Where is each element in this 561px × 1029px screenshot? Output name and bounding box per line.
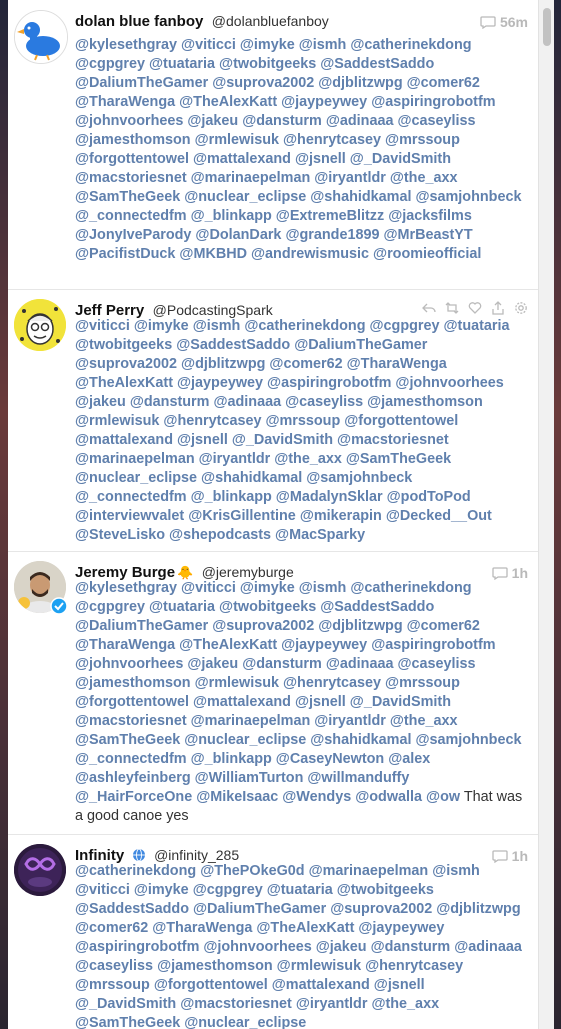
mention-link[interactable]: @the_axx [274,451,342,467]
mention-link[interactable]: @nuclear_eclipse [184,1015,307,1029]
mention-link[interactable]: @mikerapin [299,508,382,524]
mention-link[interactable]: @kylesethgray [75,580,178,596]
mention-link[interactable]: @adinaaa [213,394,282,410]
mention-link[interactable]: @odwalla [355,789,423,805]
mention-link[interactable]: @nuclear_eclipse [75,470,198,486]
mention-link[interactable]: @podToPod [386,489,471,505]
mention-link[interactable]: @TharaWenga [75,94,176,110]
mention-link[interactable]: @SaddestSaddo [320,56,435,72]
mention-link[interactable]: @rmlewisuk [194,675,280,691]
avatar[interactable] [14,844,66,896]
mention-link[interactable]: @alex [388,751,431,767]
mention-link[interactable]: @viticci [75,318,130,334]
mention-link[interactable]: @johnvoorhees [203,939,312,955]
mention-link[interactable]: @djblitzwpg [181,356,266,372]
mention-link[interactable]: @MadalynSklar [275,489,383,505]
user-handle[interactable]: @PodcastingSpark [152,302,273,318]
tweet-text [75,862,526,1029]
mention-link[interactable]: @_blinkapp [190,489,272,505]
mention-link[interactable]: @SaddestSaddo [320,599,435,615]
mention-link[interactable]: @samjohnbeck [415,732,522,748]
mention-link[interactable]: @cgpgrey [75,56,146,72]
mention-link[interactable]: @johnvoorhees [395,375,504,391]
mention-link[interactable]: @dansturm [129,394,210,410]
mention-link[interactable]: @macstoriesnet [75,713,187,729]
mention-link[interactable]: @macstoriesnet [180,996,292,1012]
display-name[interactable]: Infinity [75,847,125,864]
mention-link[interactable]: @_connectedfm [75,208,187,224]
mention-link[interactable]: @aspiringrobotfm [371,94,496,110]
mention-link[interactable]: @iryantldr [314,170,386,186]
mention-link[interactable]: @comer62 [406,75,480,91]
mention-link[interactable]: @jaypeywey [281,637,368,653]
mention-link[interactable]: @samjohnbeck [306,470,413,486]
mention-link[interactable]: @rmlewisuk [75,413,160,429]
mention-link[interactable]: @comer62 [269,356,343,372]
mention-link[interactable]: @jsnell [294,694,346,710]
mention-link[interactable]: @shepodcasts [169,527,272,543]
mention-link[interactable]: @the_axx [389,713,458,729]
mention-link[interactable]: @jakeu [187,113,239,129]
mention-link[interactable]: @ExtremeBlitzz [275,208,385,224]
mention-link[interactable]: @mrssoup [385,132,460,148]
mention-link[interactable]: @WilliamTurton [194,770,304,786]
mention-link[interactable]: @twobitgeeks [219,56,317,72]
mention-link[interactable]: @SamTheGeek [75,189,181,205]
mention-link[interactable]: @iryantldr [198,451,271,467]
mention-link[interactable]: @interviewvalet [75,508,185,524]
mention-link[interactable]: @CaseyNewton [275,751,385,767]
mention-link[interactable]: @suprova2002 [212,618,315,634]
mention-link[interactable]: @forgottentowel [153,977,268,993]
mention-link[interactable]: @ismh [298,580,347,596]
mention-link[interactable]: @macstoriesnet [75,170,187,186]
mention-link[interactable]: @tuataria [266,882,333,898]
mention-link[interactable]: @the_axx [389,170,458,186]
mention-link[interactable]: @aspiringrobotfm [371,637,496,653]
mention-link[interactable]: @MKBHD [179,246,248,262]
mention-link[interactable]: @_connectedfm [75,489,187,505]
mention-link[interactable]: @KrisGillentine [188,508,296,524]
mention-link[interactable]: @comer62 [75,920,149,936]
mention-link[interactable]: @aspiringrobotfm [75,939,200,955]
mention-link[interactable]: @MikeIsaac [196,789,279,805]
mention-link[interactable]: @rmlewisuk [276,958,362,974]
mention-link[interactable]: @shahidkamal [310,189,412,205]
mention-link[interactable]: @ismh [192,318,241,334]
avatar[interactable] [14,299,66,351]
mention-link[interactable]: @grande1899 [285,227,380,243]
chick-emoji: 🐥 [177,565,194,580]
mention-link[interactable]: @johnvoorhees [75,656,184,672]
mention-link[interactable]: @jsnell [294,151,346,167]
mention-link[interactable]: @comer62 [406,618,480,634]
mention-link[interactable]: @adinaaa [454,939,522,955]
mention-link[interactable]: @adinaaa [325,656,394,672]
mention-link[interactable]: @mattalexand [271,977,370,993]
user-handle[interactable]: @jeremyburge [201,564,294,580]
mention-link[interactable]: @_blinkapp [190,208,272,224]
mention-link[interactable]: @forgottentowel [344,413,459,429]
mention-link[interactable]: @samjohnbeck [415,189,522,205]
mention-link[interactable]: @TharaWenga [75,637,176,653]
mention-link[interactable]: @jacksfilms [388,208,472,224]
timestamp[interactable]: 56m [499,14,528,30]
mention-link[interactable]: @_blinkapp [190,751,272,767]
tweet-text [75,317,526,545]
mention-link[interactable]: @_DavidSmith [75,996,177,1012]
mention-link[interactable]: @marinaepelman [75,451,195,467]
mention-link[interactable]: @DaliumTheGamer [294,337,428,353]
mention-link[interactable]: @jamesthomson [367,394,483,410]
mention-link[interactable]: @DaliumTheGamer [75,618,209,634]
mention-link[interactable]: @djblitzwpg [318,618,403,634]
mention-link[interactable]: @caseyliss [75,958,154,974]
mention-link[interactable]: @_connectedfm [75,751,187,767]
mention-link[interactable]: @twobitgeeks [75,337,173,353]
mention-link[interactable]: @henrytcasey [365,958,464,974]
mention-link[interactable]: @twobitgeeks [336,882,434,898]
mention-link[interactable]: @jamesthomson [75,132,191,148]
mention-link[interactable]: @DaliumTheGamer [193,901,327,917]
mention-link[interactable]: @ThePOkeG0d [200,863,305,879]
mention-link[interactable]: @caseyliss [397,656,476,672]
mention-link[interactable]: @imyke [239,37,295,53]
mention-link[interactable]: @SamTheGeek [75,732,181,748]
mention-link[interactable]: @TheAlexKatt [179,94,278,110]
mention-link[interactable]: @Wendys [282,789,352,805]
tweet[interactable] [8,551,538,835]
timestamp[interactable]: 1h [511,565,528,581]
mention-link[interactable]: @macstoriesnet [337,432,449,448]
mention-link[interactable]: @iryantldr [314,713,386,729]
mention-link[interactable]: @kylesethgray [75,37,178,53]
mention-link[interactable]: @cgpgrey [192,882,263,898]
mention-link[interactable]: @mattalexand [75,432,174,448]
mention-link[interactable]: @twobitgeeks [219,599,317,615]
mention-link[interactable]: @nuclear_eclipse [184,189,307,205]
mention-link[interactable]: @henrytcasey [163,413,262,429]
mention-link[interactable]: @tuataria [149,56,216,72]
mention-link[interactable]: @johnvoorhees [75,113,184,129]
mention-link[interactable]: @imyke [239,580,295,596]
user-handle[interactable]: @infinity_285 [154,847,240,863]
mention-link[interactable]: @TheAlexKatt [179,637,278,653]
mention-link[interactable]: @forgottentowel [75,151,189,167]
mention-link[interactable]: @PacifistDuck [75,246,176,262]
retweet-icon[interactable] [445,301,459,315]
mention-link[interactable]: @suprova2002 [330,901,433,917]
mention-link[interactable]: @jakeu [315,939,367,955]
mention-link[interactable]: @SamTheGeek [345,451,452,467]
mention-link[interactable]: @viticci [181,37,236,53]
tweet-actions [422,301,528,315]
mention-link[interactable]: @adinaaa [325,113,394,129]
mention-link[interactable]: @SteveLisko [75,527,166,543]
desktop-background-left [0,0,8,1029]
tweet-text [75,36,526,264]
mention-link[interactable]: @shahidkamal [310,732,412,748]
tweet-message: That was a good canoe yes [75,789,523,824]
mention-link[interactable]: @DaliumTheGamer [75,75,209,91]
mention-link[interactable]: @caseyliss [397,113,476,129]
mention-link[interactable]: @imyke [133,318,189,334]
mention-link[interactable]: @dansturm [370,939,451,955]
share-icon[interactable] [491,301,505,315]
mention-link[interactable]: @viticci [181,580,236,596]
user-handle[interactable]: @dolanbluefanboy [211,13,329,29]
mention-link[interactable]: @dansturm [242,656,322,672]
tweet[interactable] [8,0,538,290]
mention-link[interactable]: @jsnell [177,432,228,448]
mention-link[interactable]: @rmlewisuk [194,132,280,148]
mention-link[interactable]: @aspiringrobotfm [267,375,392,391]
mention-link[interactable]: @shahidkamal [201,470,303,486]
mention-link[interactable]: @nuclear_eclipse [184,732,307,748]
scrollbar[interactable] [538,0,554,1029]
mention-link[interactable]: @jakeu [75,394,126,410]
mention-link[interactable]: @jaypeywey [358,920,445,936]
mention-link[interactable]: @_HairForceOne [75,789,193,805]
mention-link[interactable]: @TharaWenga [346,356,447,372]
verified-badge-icon [50,597,68,615]
gear-icon[interactable] [514,301,528,315]
conversation-icon[interactable] [480,16,496,32]
tweet[interactable] [8,289,538,552]
mention-link[interactable]: @forgottentowel [75,694,189,710]
mention-link[interactable]: @willmanduffy [307,770,410,786]
mention-link[interactable]: @SaddestSaddo [75,901,189,917]
mention-link[interactable]: @henrytcasey [283,675,382,691]
mention-link[interactable]: @SaddestSaddo [176,337,291,353]
mention-link[interactable]: @MrBeastYT [383,227,473,243]
mention-link[interactable]: @TheAlexKatt [256,920,355,936]
display-name[interactable]: Jeff Perry [75,302,145,319]
mention-link[interactable]: @DolanDark [195,227,282,243]
mention-link[interactable]: @jaypeywey [177,375,264,391]
mention-link[interactable]: @mrssoup [385,675,460,691]
reply-icon[interactable] [422,301,436,315]
avatar[interactable] [14,10,68,64]
mention-link[interactable]: @Decked__Out [385,508,492,524]
mention-link[interactable]: @mrssoup [75,977,150,993]
mention-link[interactable]: @catherinekdong [244,318,366,334]
mention-link[interactable]: @ismh [298,37,347,53]
mention-link[interactable]: @caseyliss [285,394,364,410]
mention-link[interactable]: @mattalexand [192,151,291,167]
mention-link[interactable]: @the_axx [371,996,440,1012]
mention-link[interactable]: @cgpgrey [369,318,440,334]
mention-link[interactable]: @_DavidSmith [349,151,451,167]
mention-link[interactable]: @suprova2002 [212,75,315,91]
mention-link[interactable]: @tuataria [443,318,510,334]
mention-link[interactable]: @henrytcasey [283,132,382,148]
mention-link[interactable]: @marinaepelman [308,863,429,879]
mention-link[interactable]: @ismh [432,863,480,879]
display-name[interactable]: Jeremy Burge [75,564,176,581]
mention-link[interactable]: @andrewismusic [251,246,370,262]
mention-link[interactable]: @catherinekdong [350,580,472,596]
mention-link[interactable]: @_DavidSmith [231,432,334,448]
tweet-meta [480,14,528,32]
mention-link[interactable]: @suprova2002 [75,356,178,372]
tweet-text [75,579,526,826]
mention-link[interactable]: @tuataria [149,599,216,615]
mention-link[interactable]: @mrssoup [265,413,341,429]
mention-link[interactable]: @_DavidSmith [349,694,451,710]
mention-link[interactable]: @TheAlexKatt [75,375,173,391]
mention-link[interactable]: @jsnell [373,977,425,993]
like-icon[interactable] [468,301,482,315]
display-name[interactable]: dolan blue fanboy [75,13,204,30]
desktop-background-right [553,0,561,1029]
mention-link[interactable]: @djblitzwpg [436,901,521,917]
mention-link[interactable]: @cgpgrey [75,599,146,615]
mention-link[interactable]: @imyke [133,882,189,898]
scrollbar-thumb[interactable] [543,8,551,46]
mention-link[interactable]: @marinaepelman [190,713,311,729]
mention-link[interactable]: @marinaepelman [190,170,311,186]
mention-link[interactable]: @jamesthomson [157,958,273,974]
timestamp[interactable]: 1h [511,848,528,864]
mention-link[interactable]: @dansturm [242,113,322,129]
mention-link[interactable]: @ow [426,789,461,805]
mention-link[interactable]: @catherinekdong [350,37,472,53]
mention-link[interactable]: @TharaWenga [152,920,253,936]
mention-link[interactable]: @MacSparky [275,527,366,543]
mention-link[interactable]: @catherinekdong [75,863,197,879]
mention-link[interactable]: @SamTheGeek [75,1015,181,1029]
mention-link[interactable]: @iryantldr [295,996,368,1012]
mention-link[interactable]: @jaypeywey [281,94,368,110]
mention-link[interactable]: @mattalexand [192,694,291,710]
mention-link[interactable]: @jamesthomson [75,675,191,691]
mention-link[interactable]: @JonyIveParody [75,227,192,243]
tweet[interactable] [8,834,538,1029]
timeline-panel[interactable] [8,0,538,1029]
mention-link[interactable]: @viticci [75,882,130,898]
mention-link[interactable]: @roomieofficial [373,246,482,262]
mention-link[interactable]: @djblitzwpg [318,75,403,91]
mention-link[interactable]: @jakeu [187,656,239,672]
mention-link[interactable]: @ashleyfeinberg [75,770,191,786]
